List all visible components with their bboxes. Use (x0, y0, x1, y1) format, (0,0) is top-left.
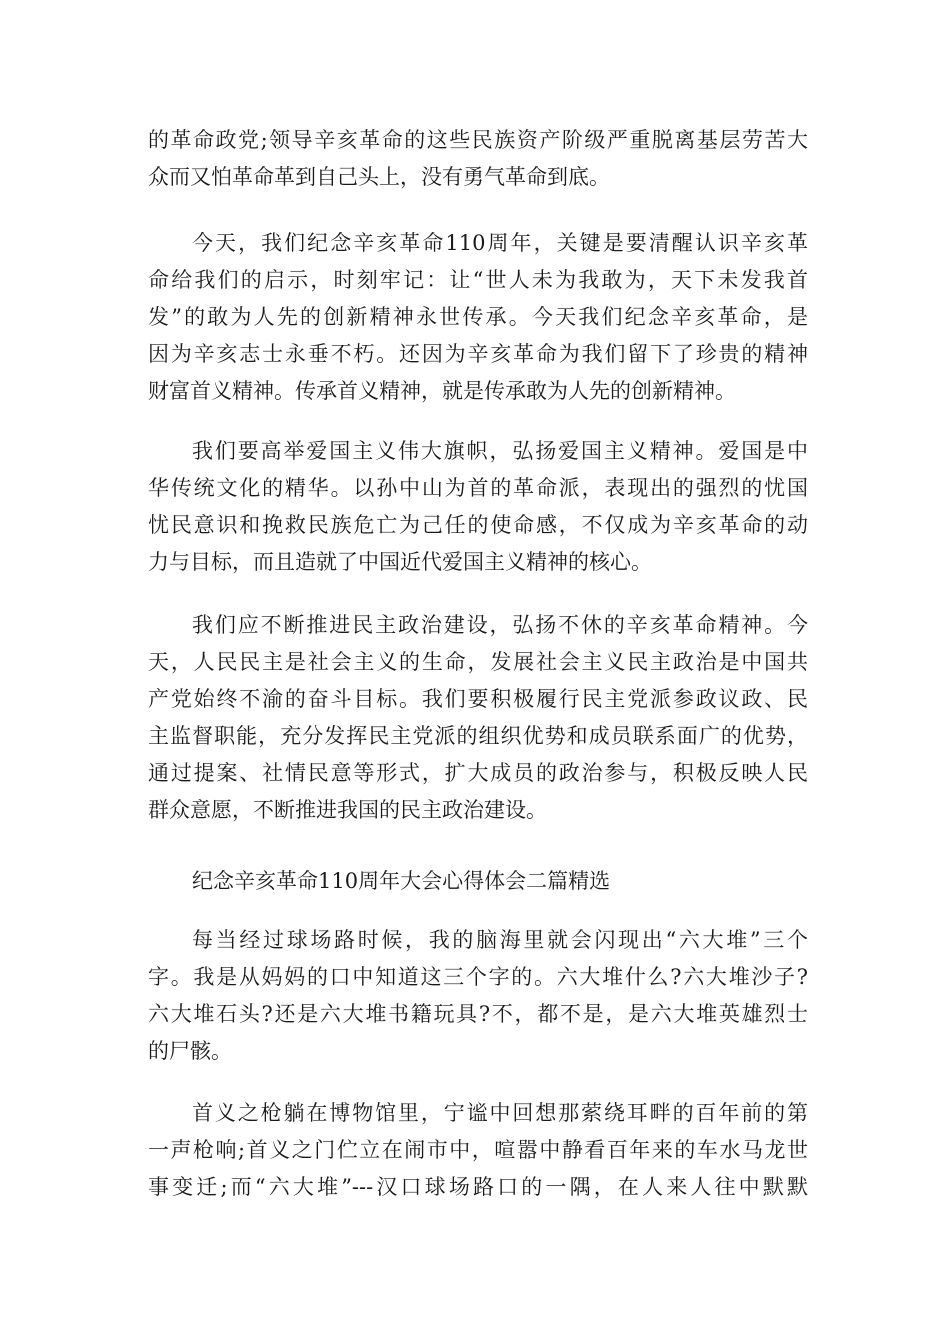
paragraph-1 (148, 122, 808, 196)
paragraph-4-line-3: 产党始终不渝的奋斗目标。我们要积极履行民主党派参政议政、民 (148, 687, 808, 711)
paragraph-5 (148, 922, 808, 1070)
paragraph-3-line-1: 我们要高举爱国主义伟大旗帜，弘扬爱国主义精神。爱国是中 (192, 439, 808, 463)
paragraph-4 (148, 607, 808, 829)
paragraph-2-line-3: 发”的敢为人先的创新精神永世传承。今天我们纪念辛亥革命，是 (148, 305, 808, 329)
paragraph-3-line-3: 忧民意识和挽救民族危亡为己任的使命感，不仅成为辛亥革命的动 (148, 513, 808, 537)
paragraph-4-line-5: 通过提案、社情民意等形式，扩大成员的政治参与，积极反映人民 (148, 761, 808, 785)
paragraph-5-line-3: 六大堆石头?还是六大堆书籍玩具?不，都不是，是六大堆英雄烈士 (148, 1002, 808, 1026)
paragraph-5-line-2: 字。我是从妈妈的口中知道这三个字的。六大堆什么?六大堆沙子? (148, 965, 808, 989)
paragraph-6-line-1: 首义之枪躺在博物馆里，宁谧中回想那萦绕耳畔的百年前的第 (192, 1101, 808, 1125)
paragraph-4-line-1: 我们应不断推进民主政治建设，弘扬不休的辛亥革命精神。今 (192, 613, 808, 637)
paragraph-4-line-2: 天，人民民主是社会主义的生命，发展社会主义民主政治是中国共 (148, 650, 808, 674)
paragraph-3-line-2: 华传统文化的精华。以孙中山为首的革命派，表现出的强烈的忧国 (148, 476, 808, 500)
paragraph-5-line-4: 的尸骸。 (148, 1039, 232, 1063)
paragraph-1-line-1: 的革命政党;领导辛亥革命的这些民族资产阶级严重脱离基层劳苦大 (148, 128, 808, 152)
paragraph-3 (148, 433, 808, 581)
paragraph-6-line-2: 一声枪响;首义之门伫立在闹市中，喧嚣中静看百年来的车水马龙世 (148, 1138, 808, 1162)
paragraph-6-line-3: 事变迁;而“六大堆”---汉口球场路口的一隅，在人来人往中默默 (148, 1175, 808, 1199)
paragraph-2-line-1: 今天，我们纪念辛亥革命110周年，关键是要清醒认识辛亥革 (192, 231, 808, 255)
paragraph-2 (148, 225, 808, 410)
section-heading-text: 纪念辛亥革命110周年大会心得体会二篇精选 (192, 869, 611, 893)
paragraph-2-line-5: 财富首义精神。传承首义精神，就是传承敢为人先的创新精神。 (148, 379, 736, 403)
paragraph-3-line-4: 力与目标，而且造就了中国近代爱国主义精神的核心。 (148, 550, 652, 574)
paragraph-1-line-2: 众而又怕革命革到自己头上，没有勇气革命到底。 (148, 165, 610, 189)
paragraph-2-line-4: 因为辛亥志士永垂不朽。还因为辛亥革命为我们留下了珍贵的精神 (148, 342, 808, 366)
paragraph-6 (148, 1095, 808, 1206)
paragraph-4-line-4: 主监督职能，充分发挥民主党派的组织优势和成员联系面广的优势， (148, 724, 808, 748)
paragraph-5-line-1: 每当经过球场路时候，我的脑海里就会闪现出“六大堆”三个 (192, 928, 808, 952)
paragraph-4-line-6: 群众意愿，不断推进我国的民主政治建设。 (148, 798, 547, 822)
section-heading (148, 863, 808, 900)
paragraph-2-line-2: 命给我们的启示，时刻牢记：让“世人未为我敢为，天下未发我首 (148, 268, 808, 292)
